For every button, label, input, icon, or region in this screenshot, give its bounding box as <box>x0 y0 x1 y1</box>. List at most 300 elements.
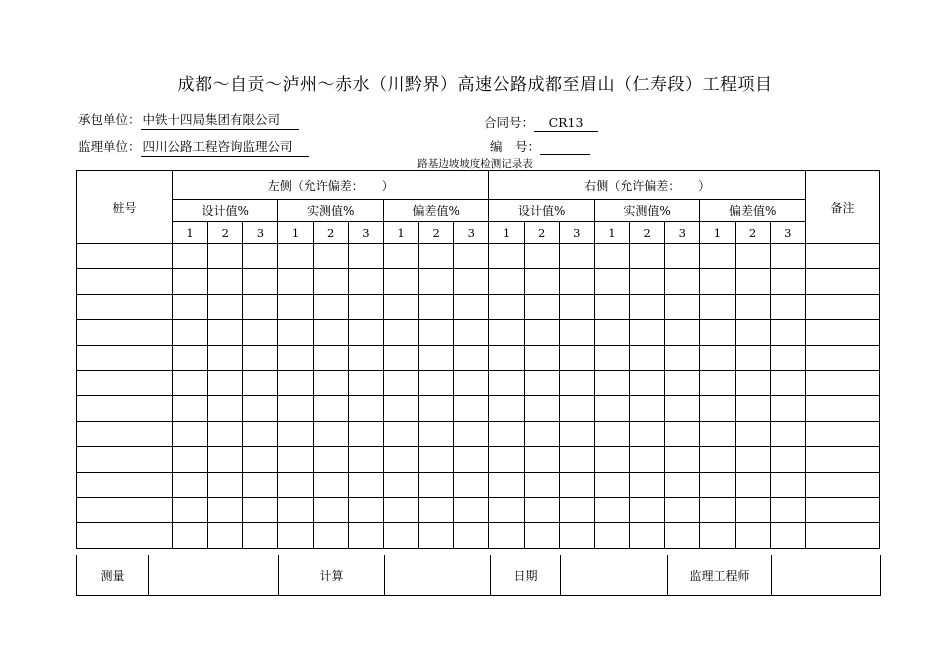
table-cell[interactable] <box>630 396 665 421</box>
table-cell[interactable] <box>630 472 665 497</box>
table-cell[interactable] <box>630 523 665 548</box>
table-cell[interactable] <box>313 320 348 345</box>
table-cell[interactable] <box>806 421 880 446</box>
table-cell[interactable] <box>243 421 278 446</box>
table-cell[interactable] <box>454 294 489 319</box>
table-cell[interactable] <box>806 269 880 294</box>
table-cell[interactable] <box>278 472 313 497</box>
table-cell[interactable] <box>665 244 700 269</box>
index-cell: 2 <box>313 222 348 244</box>
table-cell[interactable] <box>348 345 383 370</box>
table-cell[interactable] <box>77 447 173 472</box>
table-row <box>77 523 880 548</box>
table-cell[interactable] <box>243 370 278 395</box>
table-row <box>77 345 880 370</box>
table-cell[interactable] <box>594 345 629 370</box>
table-cell[interactable] <box>735 447 770 472</box>
table-row <box>77 320 880 345</box>
table-cell[interactable] <box>383 497 418 522</box>
table-cell[interactable] <box>313 294 348 319</box>
table-cell[interactable] <box>278 320 313 345</box>
table-row <box>77 472 880 497</box>
table-cell[interactable] <box>383 421 418 446</box>
number-row <box>490 137 590 155</box>
table-cell[interactable] <box>665 370 700 395</box>
table-cell[interactable] <box>524 294 559 319</box>
table-cell[interactable] <box>173 269 208 294</box>
table-cell[interactable] <box>278 497 313 522</box>
table-cell[interactable] <box>419 497 454 522</box>
calc-cell[interactable] <box>385 555 491 596</box>
table-cell[interactable] <box>348 320 383 345</box>
table-cell[interactable] <box>454 472 489 497</box>
remarks-header: 备注 <box>806 171 880 244</box>
table-cell[interactable] <box>806 345 880 370</box>
supervisor-label: 监理单位： <box>78 139 141 154</box>
table-cell[interactable] <box>243 320 278 345</box>
table-cell[interactable] <box>278 447 313 472</box>
engineer-cell[interactable] <box>772 555 881 596</box>
table-subtitle: 路基边坡坡度检测记录表 <box>417 158 533 170</box>
table-cell[interactable] <box>383 523 418 548</box>
index-cell: 3 <box>348 222 383 244</box>
table-cell[interactable] <box>173 294 208 319</box>
table-cell[interactable] <box>278 421 313 446</box>
table-cell[interactable] <box>665 396 700 421</box>
table-cell[interactable] <box>489 472 524 497</box>
table-cell[interactable] <box>770 396 805 421</box>
table-cell[interactable] <box>383 447 418 472</box>
table-cell[interactable] <box>770 370 805 395</box>
table-cell[interactable] <box>700 523 735 548</box>
table-cell[interactable] <box>77 421 173 446</box>
table-cell[interactable] <box>173 472 208 497</box>
table-cell[interactable] <box>489 523 524 548</box>
table-cell[interactable] <box>700 497 735 522</box>
right-deviation-header: 偏差值% <box>700 200 806 222</box>
table-cell[interactable] <box>208 345 243 370</box>
index-cell: 3 <box>243 222 278 244</box>
table-cell[interactable] <box>454 421 489 446</box>
table-cell[interactable] <box>77 523 173 548</box>
table-cell[interactable] <box>524 396 559 421</box>
station-header: 桩号 <box>77 171 173 244</box>
table-cell[interactable] <box>419 523 454 548</box>
table-cell[interactable] <box>348 244 383 269</box>
index-row <box>77 222 880 244</box>
table-cell[interactable] <box>735 472 770 497</box>
table-cell[interactable] <box>208 472 243 497</box>
table-cell[interactable] <box>383 269 418 294</box>
table-cell[interactable] <box>243 345 278 370</box>
table-cell[interactable] <box>630 497 665 522</box>
index-cell: 3 <box>559 222 594 244</box>
table-cell[interactable] <box>454 447 489 472</box>
table-cell[interactable] <box>594 320 629 345</box>
table-cell[interactable] <box>208 421 243 446</box>
table-cell[interactable] <box>735 396 770 421</box>
table-cell[interactable] <box>278 396 313 421</box>
table-cell[interactable] <box>77 320 173 345</box>
table-cell[interactable] <box>278 523 313 548</box>
index-cell: 1 <box>700 222 735 244</box>
table-cell[interactable] <box>243 269 278 294</box>
table-cell[interactable] <box>700 396 735 421</box>
table-cell[interactable] <box>77 497 173 522</box>
table-cell[interactable] <box>559 269 594 294</box>
left-design-header: 设计值% <box>173 200 278 222</box>
table-cell[interactable] <box>594 294 629 319</box>
table-cell[interactable] <box>278 244 313 269</box>
table-cell[interactable] <box>313 269 348 294</box>
table-cell[interactable] <box>665 497 700 522</box>
table-cell[interactable] <box>208 370 243 395</box>
table-cell[interactable] <box>559 320 594 345</box>
table-cell[interactable] <box>700 447 735 472</box>
table-cell[interactable] <box>419 269 454 294</box>
table-cell[interactable] <box>700 472 735 497</box>
index-cell: 2 <box>419 222 454 244</box>
table-cell[interactable] <box>419 421 454 446</box>
table-cell[interactable] <box>454 523 489 548</box>
table-cell[interactable] <box>383 294 418 319</box>
table-row <box>77 370 880 395</box>
signature-table <box>76 555 881 596</box>
table-cell[interactable] <box>173 421 208 446</box>
table-cell[interactable] <box>208 320 243 345</box>
table-cell[interactable] <box>735 523 770 548</box>
table-cell[interactable] <box>559 244 594 269</box>
left-measured-header: 实测值% <box>278 200 383 222</box>
table-cell[interactable] <box>594 472 629 497</box>
table-cell[interactable] <box>489 345 524 370</box>
table-cell[interactable] <box>243 244 278 269</box>
table-cell[interactable] <box>313 370 348 395</box>
table-cell[interactable] <box>348 497 383 522</box>
record-table <box>76 170 880 549</box>
table-cell[interactable] <box>489 421 524 446</box>
table-cell[interactable] <box>313 497 348 522</box>
table-cell[interactable] <box>383 244 418 269</box>
table-cell[interactable] <box>348 269 383 294</box>
table-cell[interactable] <box>313 396 348 421</box>
table-cell[interactable] <box>524 421 559 446</box>
table-cell[interactable] <box>770 447 805 472</box>
left-side-header: 左侧（允许偏差： ） <box>173 171 489 200</box>
table-cell[interactable] <box>665 447 700 472</box>
table-cell[interactable] <box>630 345 665 370</box>
table-cell[interactable] <box>770 345 805 370</box>
contractor-value[interactable]: 中铁十四局集团有限公司 <box>141 110 299 130</box>
table-cell[interactable] <box>524 244 559 269</box>
table-cell[interactable] <box>278 294 313 319</box>
table-cell[interactable] <box>383 345 418 370</box>
table-cell[interactable] <box>524 497 559 522</box>
table-cell[interactable] <box>806 497 880 522</box>
table-cell[interactable] <box>665 294 700 319</box>
table-cell[interactable] <box>559 447 594 472</box>
right-side-header: 右侧（允许偏差： ） <box>489 171 806 200</box>
index-cell: 1 <box>173 222 208 244</box>
table-cell[interactable] <box>243 396 278 421</box>
date-label: 日期 <box>491 555 561 596</box>
table-cell[interactable] <box>348 447 383 472</box>
table-cell[interactable] <box>630 447 665 472</box>
table-cell[interactable] <box>524 269 559 294</box>
table-cell[interactable] <box>489 497 524 522</box>
table-cell[interactable] <box>665 320 700 345</box>
contract-label: 合同号： <box>484 115 535 130</box>
table-cell[interactable] <box>594 421 629 446</box>
right-measured-header: 实测值% <box>594 200 699 222</box>
table-cell[interactable] <box>348 472 383 497</box>
table-cell[interactable] <box>700 244 735 269</box>
supervisor-value[interactable]: 四川公路工程咨询监理公司 <box>141 137 309 157</box>
index-cell: 2 <box>735 222 770 244</box>
index-cell: 1 <box>383 222 418 244</box>
table-cell[interactable] <box>454 497 489 522</box>
table-cell[interactable] <box>524 370 559 395</box>
table-row <box>77 497 880 522</box>
table-cell[interactable] <box>735 345 770 370</box>
table-cell[interactable] <box>806 523 880 548</box>
table-cell[interactable] <box>348 370 383 395</box>
table-cell[interactable] <box>665 345 700 370</box>
number-value[interactable] <box>540 139 590 155</box>
table-cell[interactable] <box>524 320 559 345</box>
table-cell[interactable] <box>559 396 594 421</box>
table-row <box>77 244 880 269</box>
table-cell[interactable] <box>489 269 524 294</box>
table-cell[interactable] <box>559 421 594 446</box>
table-cell[interactable] <box>173 244 208 269</box>
table-cell[interactable] <box>770 269 805 294</box>
calc-label: 计算 <box>279 555 385 596</box>
measure-label: 测量 <box>77 555 149 596</box>
table-cell[interactable] <box>419 320 454 345</box>
table-cell[interactable] <box>77 345 173 370</box>
table-cell[interactable] <box>419 472 454 497</box>
table-cell[interactable] <box>700 370 735 395</box>
table-cell[interactable] <box>313 523 348 548</box>
table-cell[interactable] <box>208 447 243 472</box>
table-cell[interactable] <box>770 294 805 319</box>
index-cell: 2 <box>630 222 665 244</box>
table-cell[interactable] <box>77 370 173 395</box>
table-cell[interactable] <box>524 523 559 548</box>
table-cell[interactable] <box>489 370 524 395</box>
table-cell[interactable] <box>278 370 313 395</box>
table-cell[interactable] <box>630 269 665 294</box>
table-cell[interactable] <box>348 396 383 421</box>
table-cell[interactable] <box>700 269 735 294</box>
table-cell[interactable] <box>208 497 243 522</box>
table-cell[interactable] <box>243 472 278 497</box>
supervisor-row <box>78 137 309 157</box>
table-cell[interactable] <box>454 320 489 345</box>
table-cell[interactable] <box>489 294 524 319</box>
table-cell[interactable] <box>454 345 489 370</box>
table-cell[interactable] <box>243 497 278 522</box>
table-cell[interactable] <box>735 370 770 395</box>
table-row <box>77 447 880 472</box>
table-cell[interactable] <box>630 421 665 446</box>
contractor-row <box>78 110 299 130</box>
table-cell[interactable] <box>489 244 524 269</box>
table-cell[interactable] <box>77 244 173 269</box>
measure-cell[interactable] <box>149 555 279 596</box>
table-cell[interactable] <box>208 294 243 319</box>
table-cell[interactable] <box>665 523 700 548</box>
table-cell[interactable] <box>594 497 629 522</box>
table-cell[interactable] <box>313 447 348 472</box>
table-cell[interactable] <box>208 523 243 548</box>
table-cell[interactable] <box>665 421 700 446</box>
table-cell[interactable] <box>735 269 770 294</box>
table-cell[interactable] <box>806 244 880 269</box>
table-cell[interactable] <box>594 447 629 472</box>
table-cell[interactable] <box>594 523 629 548</box>
right-design-header: 设计值% <box>489 200 594 222</box>
table-cell[interactable] <box>735 421 770 446</box>
table-cell[interactable] <box>419 244 454 269</box>
table-cell[interactable] <box>735 244 770 269</box>
index-cell: 1 <box>594 222 629 244</box>
table-cell[interactable] <box>383 320 418 345</box>
table-cell[interactable] <box>524 447 559 472</box>
table-cell[interactable] <box>278 269 313 294</box>
table-cell[interactable] <box>489 447 524 472</box>
table-cell[interactable] <box>806 472 880 497</box>
table-cell[interactable] <box>559 472 594 497</box>
table-cell[interactable] <box>383 396 418 421</box>
table-cell[interactable] <box>454 370 489 395</box>
contract-value[interactable]: CR13 <box>534 115 598 132</box>
table-cell[interactable] <box>559 523 594 548</box>
table-cell[interactable] <box>454 396 489 421</box>
table-cell[interactable] <box>77 269 173 294</box>
table-cell[interactable] <box>419 447 454 472</box>
table-cell[interactable] <box>594 396 629 421</box>
index-cell: 1 <box>278 222 313 244</box>
table-cell[interactable] <box>173 345 208 370</box>
index-cell: 3 <box>454 222 489 244</box>
table-cell[interactable] <box>630 294 665 319</box>
table-cell[interactable] <box>243 523 278 548</box>
table-cell[interactable] <box>806 447 880 472</box>
table-cell[interactable] <box>454 244 489 269</box>
table-cell[interactable] <box>806 294 880 319</box>
table-cell[interactable] <box>524 472 559 497</box>
table-cell[interactable] <box>806 370 880 395</box>
table-cell[interactable] <box>77 294 173 319</box>
table-cell[interactable] <box>173 370 208 395</box>
table-cell[interactable] <box>243 294 278 319</box>
table-cell[interactable] <box>77 396 173 421</box>
table-cell[interactable] <box>735 320 770 345</box>
table-cell[interactable] <box>665 472 700 497</box>
table-cell[interactable] <box>489 320 524 345</box>
table-cell[interactable] <box>313 244 348 269</box>
table-cell[interactable] <box>770 244 805 269</box>
table-cell[interactable] <box>594 370 629 395</box>
table-cell[interactable] <box>806 320 880 345</box>
table-cell[interactable] <box>173 447 208 472</box>
table-cell[interactable] <box>630 320 665 345</box>
table-cell[interactable] <box>348 523 383 548</box>
table-cell[interactable] <box>630 244 665 269</box>
table-cell[interactable] <box>559 345 594 370</box>
table-row <box>77 421 880 446</box>
table-cell[interactable] <box>173 497 208 522</box>
table-cell[interactable] <box>173 396 208 421</box>
table-cell[interactable] <box>559 294 594 319</box>
contractor-label: 承包单位： <box>78 112 141 127</box>
table-cell[interactable] <box>559 370 594 395</box>
page-title: 成都～自贡～泸州～赤水（川黔界）高速公路成都至眉山（仁寿段）工程项目 <box>177 75 773 95</box>
table-cell[interactable] <box>559 497 594 522</box>
table-cell[interactable] <box>313 345 348 370</box>
index-cell: 2 <box>208 222 243 244</box>
table-cell[interactable] <box>770 497 805 522</box>
table-cell[interactable] <box>806 396 880 421</box>
table-cell[interactable] <box>630 370 665 395</box>
table-cell[interactable] <box>419 345 454 370</box>
contract-row <box>484 113 598 132</box>
table-cell[interactable] <box>278 345 313 370</box>
table-cell[interactable] <box>594 244 629 269</box>
table-cell[interactable] <box>313 472 348 497</box>
index-cell: 2 <box>524 222 559 244</box>
table-cell[interactable] <box>419 396 454 421</box>
table-cell[interactable] <box>208 244 243 269</box>
table-cell[interactable] <box>700 421 735 446</box>
table-cell[interactable] <box>208 269 243 294</box>
table-cell[interactable] <box>348 421 383 446</box>
table-cell[interactable] <box>735 294 770 319</box>
table-cell[interactable] <box>313 421 348 446</box>
engineer-label: 监理工程师 <box>668 555 772 596</box>
table-row <box>77 294 880 319</box>
table-cell[interactable] <box>383 472 418 497</box>
table-cell[interactable] <box>208 396 243 421</box>
table-cell[interactable] <box>173 320 208 345</box>
table-cell[interactable] <box>770 523 805 548</box>
table-cell[interactable] <box>348 294 383 319</box>
table-cell[interactable] <box>489 396 524 421</box>
table-cell[interactable] <box>770 421 805 446</box>
table-cell[interactable] <box>383 370 418 395</box>
table-cell[interactable] <box>665 269 700 294</box>
date-cell[interactable] <box>561 555 668 596</box>
table-cell[interactable] <box>594 269 629 294</box>
table-cell[interactable] <box>700 345 735 370</box>
table-cell[interactable] <box>700 294 735 319</box>
table-cell[interactable] <box>243 447 278 472</box>
table-cell[interactable] <box>770 320 805 345</box>
table-cell[interactable] <box>173 523 208 548</box>
table-cell[interactable] <box>735 497 770 522</box>
index-cell: 3 <box>770 222 805 244</box>
table-cell[interactable] <box>77 472 173 497</box>
number-label: 编 号： <box>490 139 541 154</box>
table-cell[interactable] <box>524 345 559 370</box>
table-cell[interactable] <box>454 269 489 294</box>
table-cell[interactable] <box>700 320 735 345</box>
table-cell[interactable] <box>419 294 454 319</box>
table-cell[interactable] <box>419 370 454 395</box>
table-cell[interactable] <box>770 472 805 497</box>
